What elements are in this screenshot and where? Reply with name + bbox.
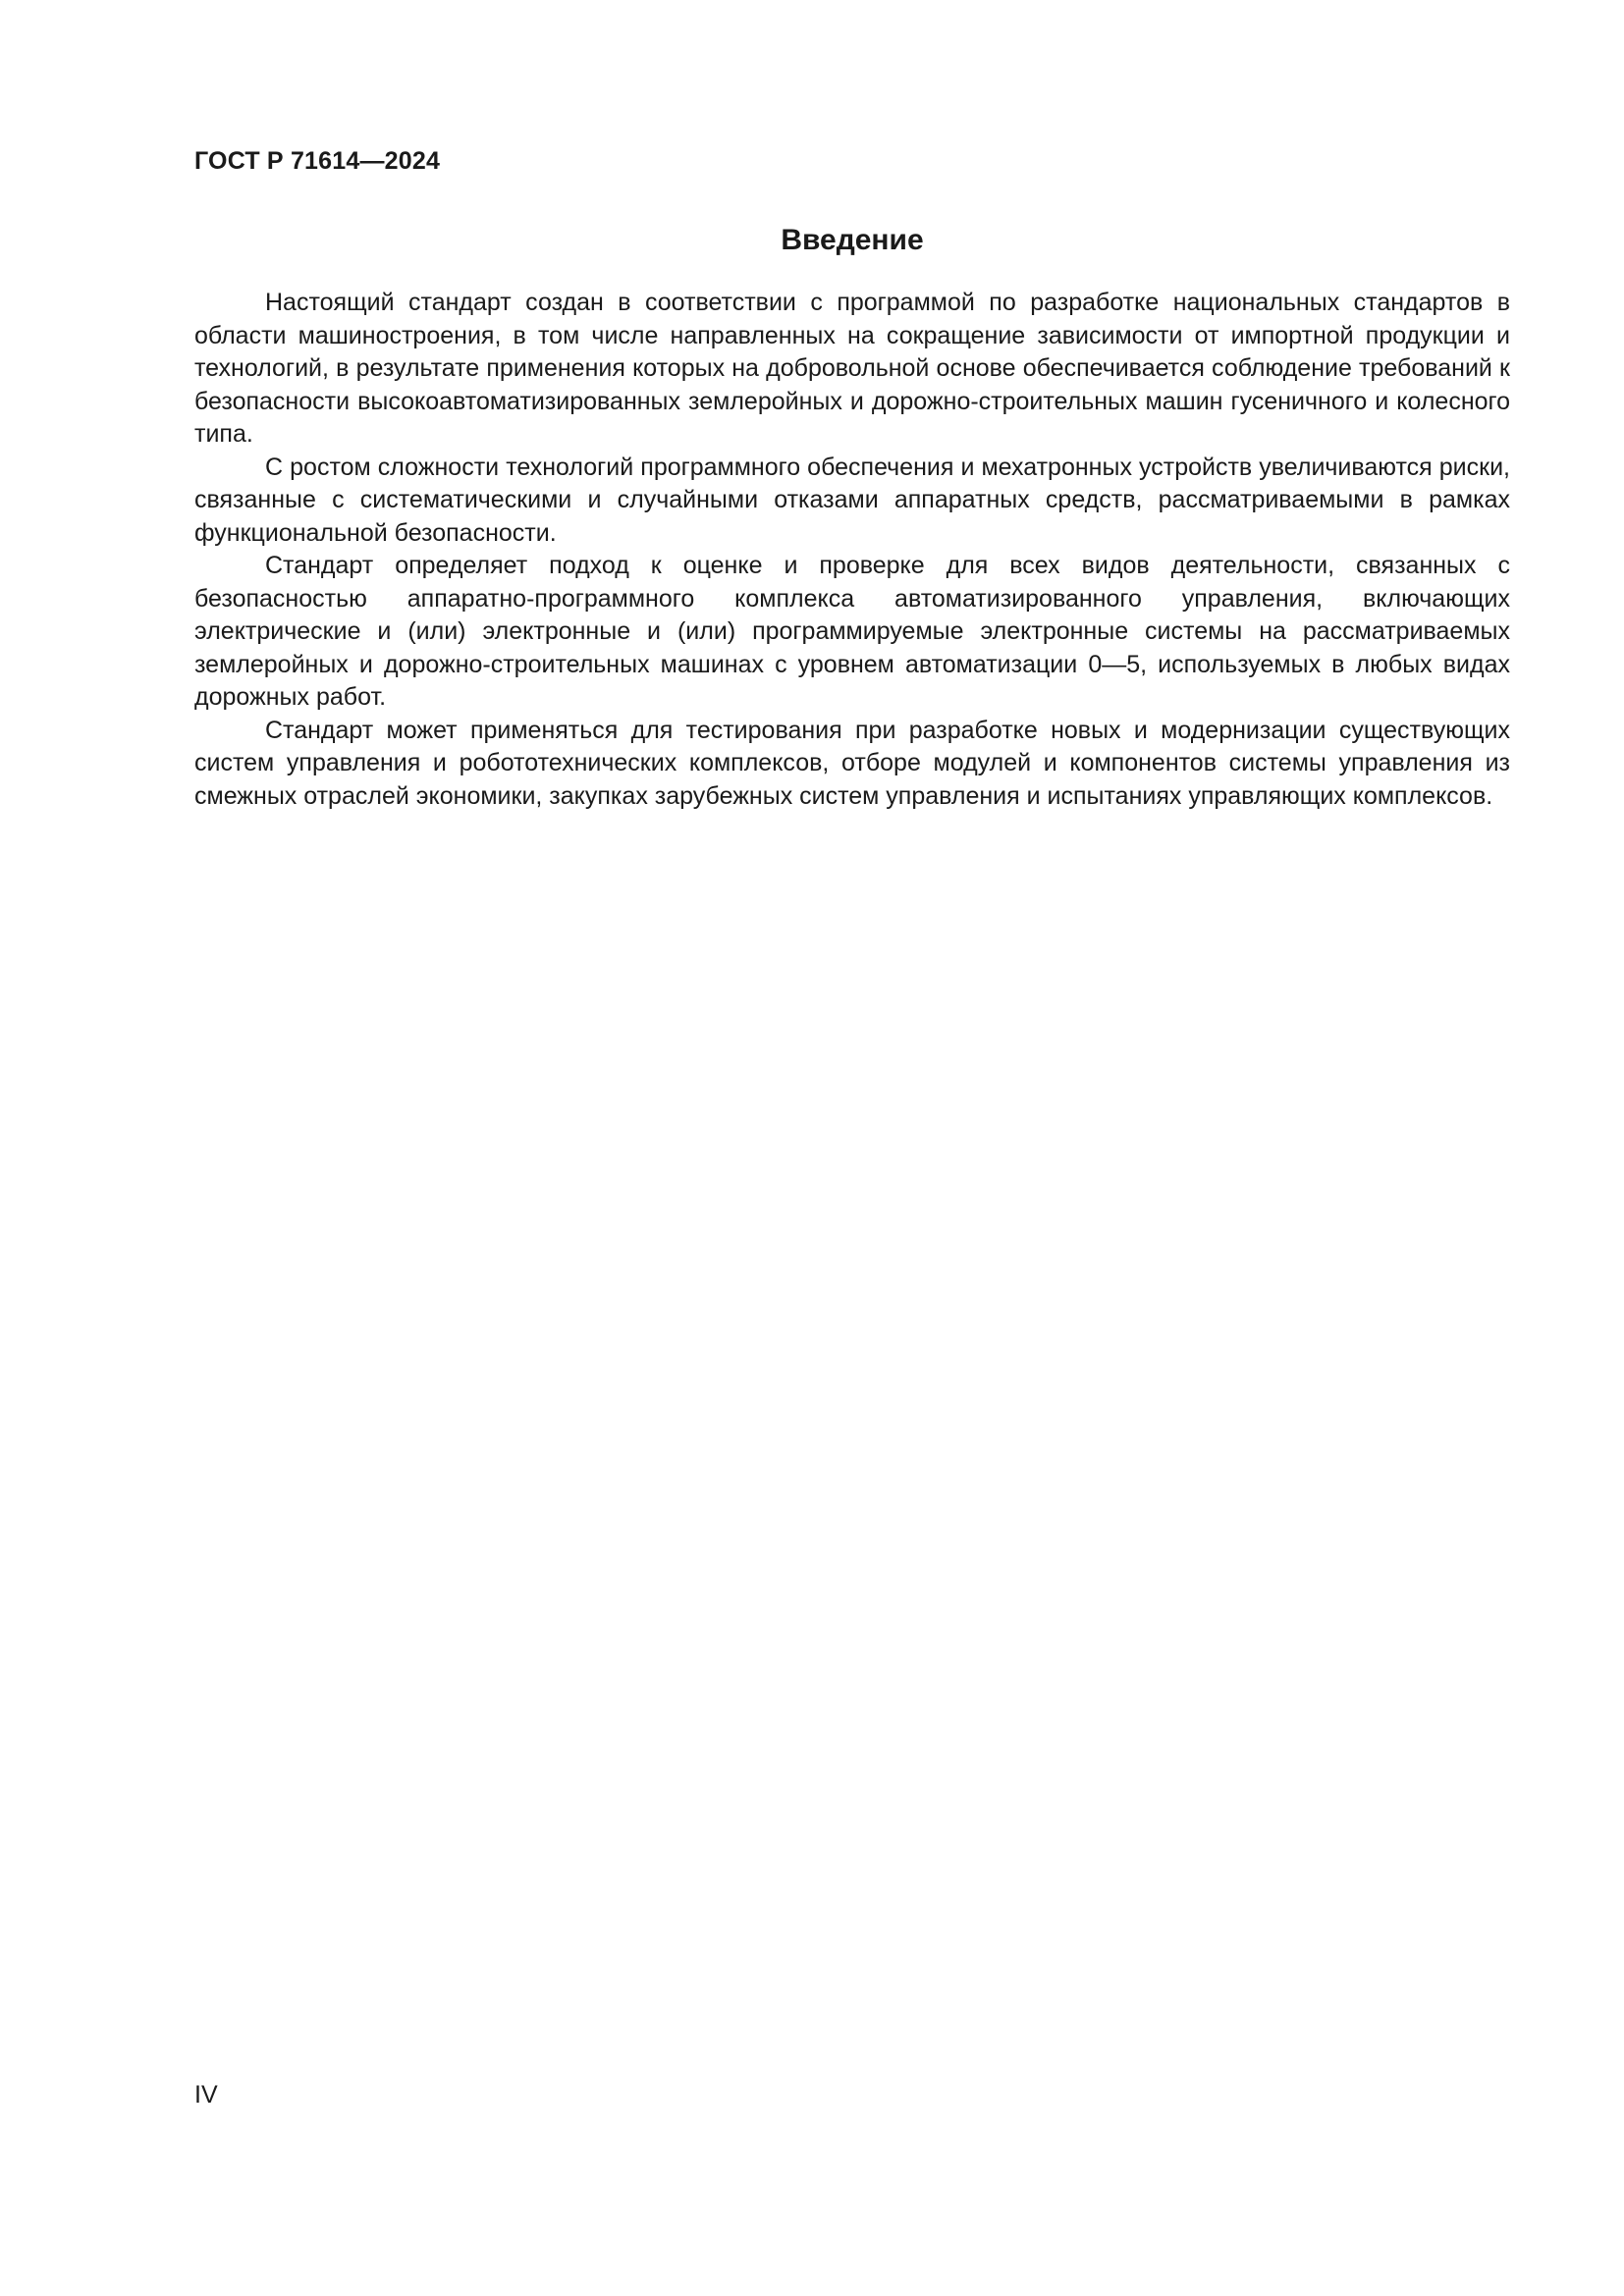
paragraph-2: С ростом сложности технологий программного обеспечения и мехатронных устройств увеличиваются риски, связанные с систематическими и случайными отказами аппаратных средств, рассматриваемыми в рамках функциональной безопасности. <box>194 453 1510 547</box>
section-title: Введение <box>781 224 924 256</box>
page-number: IV <box>194 2081 218 2109</box>
paragraph-4: Стандарт может применяться для тестирования при разработке новых и модернизации существующих систем управления и робототехнических комплексов, отборе модулей и компонентов системы управления из смежных отраслей экономики, закупках зарубежных систем управления и испытаниях управляющих комплексов. <box>194 716 1510 810</box>
document-code: ГОСТ Р 71614—2024 <box>194 147 441 175</box>
paragraph-1: Настоящий стандарт создан в соответствии с программой по разработке национальных стандартов в области машиностроения, в том числе направленных на сокращение зависимости от импортной продукции и технологий, в результате применения которых на добровольной основе обеспечивается соблюдение требований к безопасности высокоавтоматизированных землеройных и дорожно-строительных машин гусеничного и колесного типа. <box>194 289 1510 448</box>
paragraph-3: Стандарт определяет подход к оценке и проверке для всех видов деятельности, связанных с безопасностью аппаратно-программного комплекса автоматизированного управления, включающих электрические и (или) электронные и (или) программируемые электронные системы на рассматриваемых землеройных и дорожно-строительных машинах с уровнем автоматизации 0—5, используемых в любых видах дорожных работ. <box>194 552 1510 711</box>
body-text <box>194 287 1510 813</box>
